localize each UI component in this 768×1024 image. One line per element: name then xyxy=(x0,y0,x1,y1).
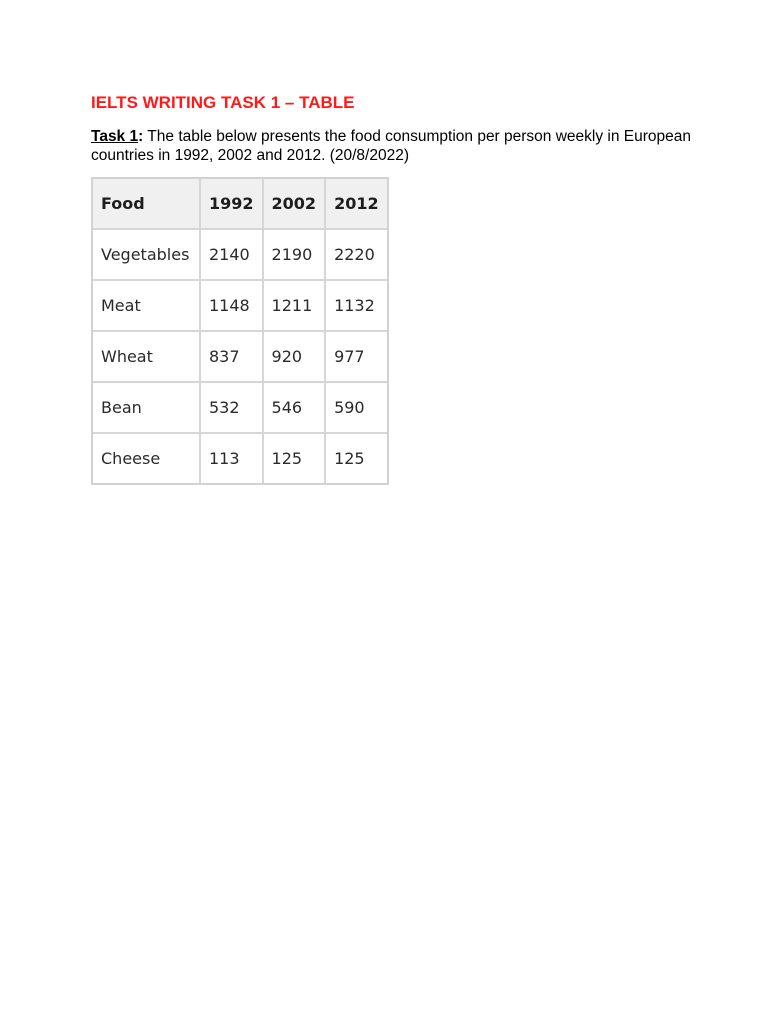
table-cell: Meat xyxy=(93,280,200,331)
header-cell-2012: 2012 xyxy=(325,179,387,229)
header-cell-1992: 1992 xyxy=(200,179,263,229)
table-cell: 590 xyxy=(325,382,387,433)
task-label xyxy=(91,128,143,145)
table-cell: 113 xyxy=(200,433,263,483)
table-cell: 125 xyxy=(263,433,326,483)
header-cell-2002: 2002 xyxy=(263,179,326,229)
food-consumption-table xyxy=(93,179,387,483)
table-cell: 1211 xyxy=(263,280,326,331)
table-cell: 2190 xyxy=(263,229,326,280)
table-cell: 837 xyxy=(200,331,263,382)
table-row xyxy=(93,433,387,483)
task-description xyxy=(91,127,691,165)
table-cell: Bean xyxy=(93,382,200,433)
table-row xyxy=(93,280,387,331)
table-cell: 546 xyxy=(263,382,326,433)
table-cell: 2220 xyxy=(325,229,387,280)
table-row xyxy=(93,229,387,280)
task-body-text: The table below presents the food consumption per person weekly in European countries in 1992, 2002 and 2012. (20/8/2022) xyxy=(91,128,692,164)
table-cell: 2140 xyxy=(200,229,263,280)
table-cell: Wheat xyxy=(93,331,200,382)
table-cell: Vegetables xyxy=(93,229,200,280)
task-label-colon: : xyxy=(138,128,144,145)
table-cell: 977 xyxy=(325,331,387,382)
table-cell: 920 xyxy=(263,331,326,382)
table-cell: 1148 xyxy=(200,280,263,331)
table-cell: Cheese xyxy=(93,433,200,483)
food-table-frame xyxy=(91,177,389,485)
task-label-text: Task 1 xyxy=(91,128,139,145)
header-cell-food: Food xyxy=(93,179,200,229)
table-row xyxy=(93,331,387,382)
page-title: IELTS WRITING TASK 1 – TABLE xyxy=(91,93,355,112)
table-header-row xyxy=(93,179,387,229)
table-cell: 125 xyxy=(325,433,387,483)
table-cell: 1132 xyxy=(325,280,387,331)
table-row xyxy=(93,382,387,433)
table-cell: 532 xyxy=(200,382,263,433)
